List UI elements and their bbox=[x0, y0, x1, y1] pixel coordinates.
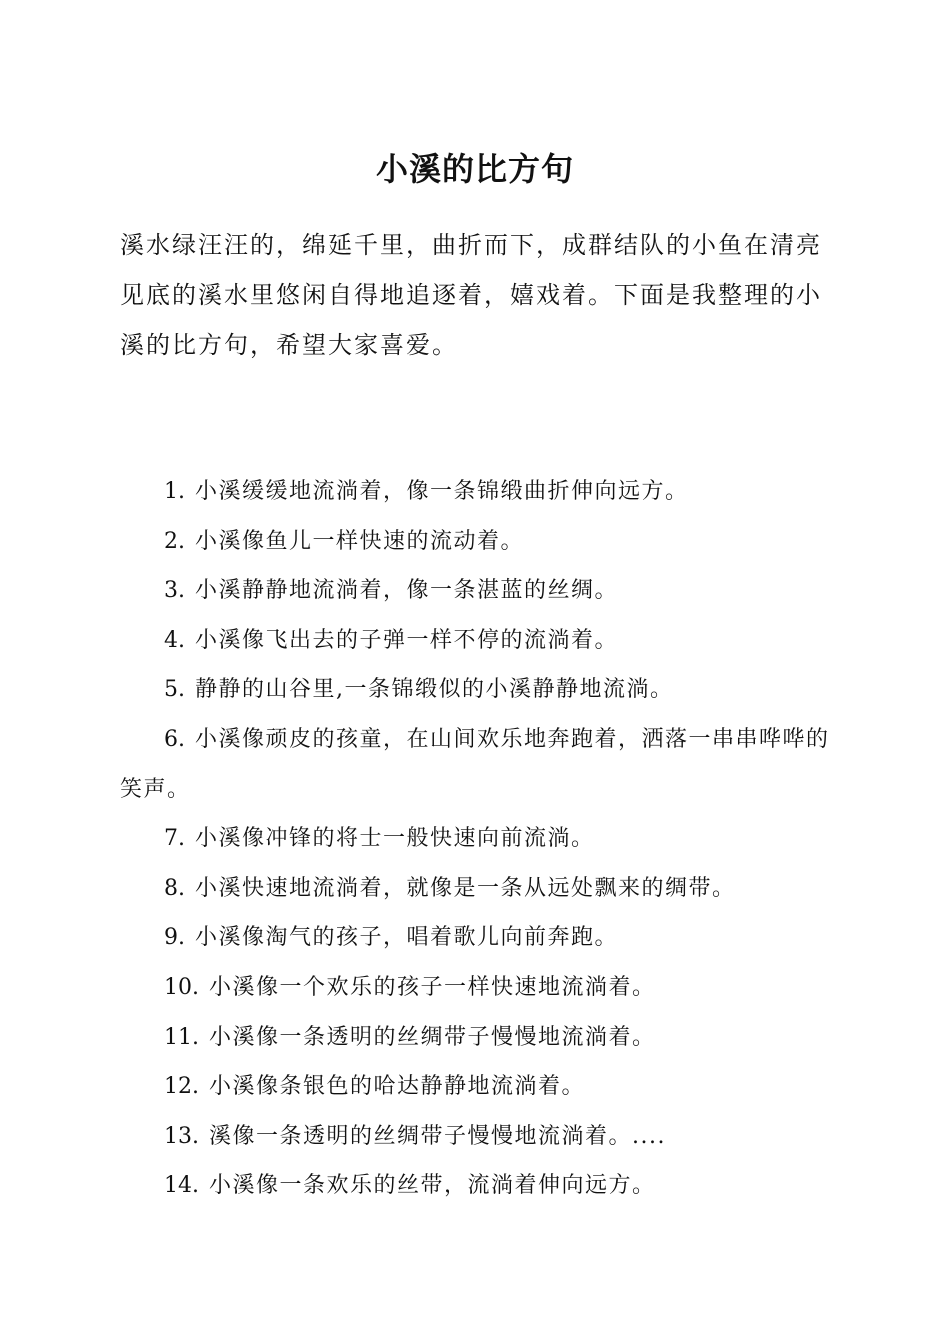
list-item-number: 10. bbox=[164, 974, 199, 1000]
list-item-text: 静静的山谷里,一条锦缎似的小溪静静地流淌。 bbox=[195, 677, 674, 703]
document-title: 小溪的比方句 bbox=[375, 150, 574, 188]
list-item-text: 小溪像鱼儿一样快速的流动着。 bbox=[195, 528, 525, 554]
list-item-number: 13. bbox=[164, 1123, 199, 1149]
list-item-number: 6. bbox=[164, 726, 185, 752]
list-item-text: 小溪静静地流淌着，像一条湛蓝的丝绸。 bbox=[195, 578, 619, 604]
list-item bbox=[120, 665, 840, 715]
list-item bbox=[120, 864, 840, 914]
list-item-text: 溪像一条透明的丝绸带子慢慢地流淌着。.... bbox=[209, 1123, 666, 1149]
list-item-text: 小溪像飞出去的子弹一样不停的流淌着。 bbox=[195, 627, 619, 653]
list-item bbox=[120, 814, 840, 864]
list-item-text: 小溪像顽皮的孩童，在山间欢乐地奔跑着，洒落一串串哗哗的笑声。 bbox=[120, 726, 830, 802]
list-item-text: 小溪像冲锋的将士一般快速向前流淌。 bbox=[195, 826, 595, 852]
list-item-number: 9. bbox=[164, 925, 185, 951]
list-item bbox=[120, 467, 840, 517]
list-item-number: 11. bbox=[164, 1024, 199, 1050]
list-item bbox=[120, 1161, 840, 1211]
list-item-number: 2. bbox=[164, 528, 185, 554]
list-item-number: 14. bbox=[164, 1173, 199, 1199]
list-item bbox=[120, 616, 840, 666]
list-item bbox=[120, 1062, 840, 1112]
intro-paragraph: 溪水绿汪汪的，绵延千里，曲折而下，成群结队的小鱼在清亮见底的溪水里悠闲自得地追逐着，嬉戏着。下面是我整理的小溪的比方句，希望大家喜爱。 bbox=[120, 231, 822, 359]
list-item bbox=[120, 913, 840, 963]
list-item-text: 小溪像一个欢乐的孩子一样快速地流淌着。 bbox=[209, 974, 656, 1000]
list-item-text: 小溪快速地流淌着，就像是一条从远处飘来的绸带。 bbox=[195, 875, 736, 901]
list-item-number: 12. bbox=[164, 1074, 199, 1100]
list-item-number: 7. bbox=[164, 826, 185, 852]
list-item-text: 小溪缓缓地流淌着，像一条锦缎曲折伸向远方。 bbox=[195, 479, 689, 504]
list-item-text: 小溪像一条欢乐的丝带，流淌着伸向远方。 bbox=[209, 1173, 656, 1199]
list-item-text: 小溪像一条透明的丝绸带子慢慢地流淌着。 bbox=[209, 1024, 656, 1050]
list-item-number: 5. bbox=[164, 677, 185, 703]
list-item bbox=[120, 517, 840, 567]
list-item-number: 4. bbox=[164, 627, 185, 653]
list-item bbox=[120, 1013, 840, 1063]
list-item-number: 8. bbox=[164, 875, 185, 901]
list-item-text: 小溪像淘气的孩子，唱着歌儿向前奔跑。 bbox=[195, 925, 619, 951]
list-item bbox=[120, 715, 840, 814]
list-item bbox=[120, 566, 840, 616]
list-item-number: 1. bbox=[164, 479, 185, 504]
list-item bbox=[120, 963, 840, 1013]
sentence-list bbox=[120, 467, 840, 1211]
list-item-text: 小溪像条银色的哈达静静地流淌着。 bbox=[209, 1074, 586, 1100]
list-item bbox=[120, 1112, 840, 1162]
list-item-number: 3. bbox=[164, 578, 185, 604]
